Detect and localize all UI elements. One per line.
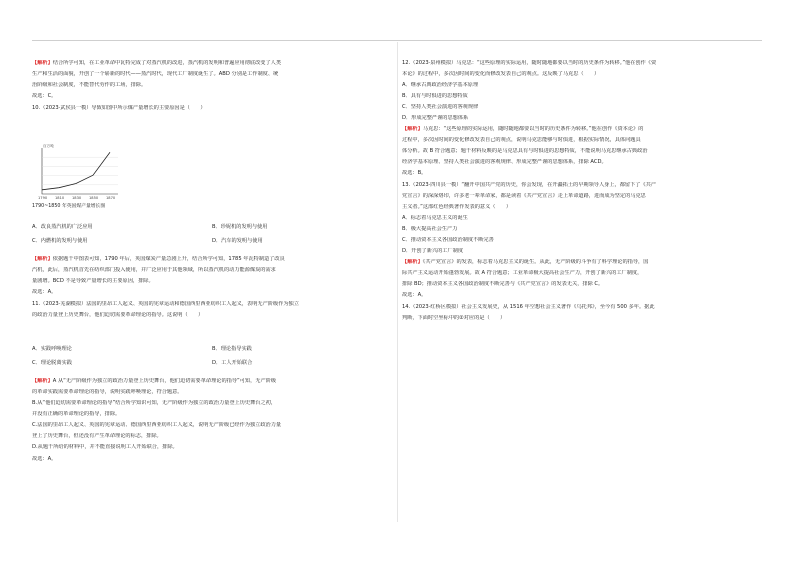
header-rule <box>32 40 762 41</box>
line-text: A．标志着马克思主义的诞生 <box>402 215 468 221</box>
line-text: 并没有正确的革命理论的指导，排除。 <box>32 411 121 417</box>
text-line <box>402 148 762 155</box>
coal-output-chart <box>32 140 124 212</box>
text-line <box>32 82 392 89</box>
line-text: B.从“他们迫切需要革命理论的指导”结合所学知识可知，无产阶级作为独立的政治力量登上历史舞台之初， <box>32 400 277 406</box>
question-number: 10. <box>32 105 41 111</box>
analysis-tag: 【解析】 <box>32 60 53 66</box>
line-text: 故选：A。 <box>32 289 57 295</box>
chart-svg <box>32 140 124 202</box>
option-item: B．理论指导实践 <box>212 346 252 352</box>
line-text: 量剧增。BCD 不是导致产量增长的主要原因，排除。 <box>32 278 154 284</box>
analysis-line <box>32 60 392 67</box>
line-text: 排除 BD；推动资本主义各国政治制度不断完善与《共产党宣言》的发表无关，排除 C。 <box>402 281 604 287</box>
option-item: B．珍妮机的发明与使用 <box>212 224 268 230</box>
text-line <box>402 237 762 244</box>
line-text: 故选：A。 <box>402 292 427 298</box>
line-text: 登上了历史舞台，但还没有产生革命理论的标志，排除。 <box>32 433 162 439</box>
line-text: 《共产党宣言》的发表，标志着马克思主义的诞生。从此，无产阶级的斗争有了科学理论的指导，国 <box>422 259 649 265</box>
question-number: 14. <box>402 304 411 310</box>
line-text: 体分析。故 B 符合题意；题干材料反映的是马克思具有与时俱进的思想特质，不能说明马克思继承古典政治 <box>402 148 648 154</box>
line-text: 判断，下面时空坐标中的②对应的是（ ） <box>402 315 506 321</box>
question-number: 13. <box>402 182 411 188</box>
line-text: D．形成完整严谨的思想体系 <box>402 115 469 121</box>
text-line <box>32 267 392 274</box>
analysis-line <box>32 256 392 263</box>
y-axis-label: 百万吨 <box>43 144 54 148</box>
line-text: 生产和生活的面貌，开创了一个崭新的时代——蒸汽时代，现代工厂制度诞生了。ABD 分别是工作制度、统 <box>32 71 279 77</box>
text-line <box>402 315 762 322</box>
question-number: 11. <box>32 301 41 307</box>
line-text: C．坚持人类社会演进的客观规律 <box>402 104 479 110</box>
chart-axes <box>42 148 118 194</box>
text-line <box>32 312 392 319</box>
text-line <box>32 71 392 78</box>
x-tick-label: 1790 <box>38 196 48 200</box>
line-text: 治阶级和社会制度，不能替代劳作的工场，排除。 <box>32 82 147 88</box>
line-text: （2023·四川县一模）“翻开中国共产党的历史，你会发现，在开疆拓土的早期领导人身上，都留下了《共产 <box>410 182 657 188</box>
text-line <box>402 115 762 122</box>
column-divider <box>397 42 398 522</box>
text-line <box>32 289 392 296</box>
text-line <box>402 170 762 177</box>
text-line <box>402 159 762 166</box>
line-text: 本论》的过程中，多次因时间的变化而修改发表自己的观点。这反映了马克思（ ） <box>402 71 600 77</box>
text-line <box>402 193 762 200</box>
option-item: A．实践呼唤理论 <box>32 346 72 352</box>
analysis-line <box>32 378 392 385</box>
question-line <box>402 182 762 189</box>
option-item: C．理论脱离实践 <box>32 360 72 366</box>
text-line <box>402 270 762 277</box>
text-line <box>402 292 762 299</box>
question-line <box>32 301 392 308</box>
line-text: 马克思：“这些原理的实际运用，随时随地都要以当时的历史条件为转移。”他在创作《资本论》的 <box>422 126 644 132</box>
line-text: B．极大提高社会生产力 <box>402 226 458 232</box>
x-tick-label: 1870 <box>106 196 116 200</box>
text-line <box>402 215 762 222</box>
line-text: 党宣言》的深深烙印，许多老一辈革命家，都是读着《共产党宣言》走上革命道路，进而成为坚定的马克思 <box>402 193 646 199</box>
analysis-tag: 【解析】 <box>32 256 53 262</box>
line-text: 主义者。”这部红色经典著作发表的意义（ ） <box>402 204 512 210</box>
line-text: 的革命实践需要革命理论的指导，说明实践呼唤理论，符合题意。 <box>32 389 183 395</box>
text-line <box>32 389 392 396</box>
text-line <box>32 400 392 407</box>
text-line <box>402 104 762 111</box>
question-line <box>32 105 392 112</box>
answer-line: 故选：A。 <box>32 456 57 462</box>
line-text: 依据题干中图表可知，1790 年后，英国煤炭产量急剧上升，结合所学可知，1785 年瓦特制造了改良 <box>52 256 285 262</box>
analysis-tag: 【解析】 <box>32 378 53 384</box>
text-line <box>402 204 762 211</box>
text-line <box>402 281 762 288</box>
analysis-tag: 【解析】 <box>402 259 423 265</box>
line-text: （2023·红桥区模拟）社会主义发展史，从 1516 年空想社会主义著作《乌托邦》，至今有 500 多年。据此 <box>410 304 655 310</box>
text-line <box>402 226 762 233</box>
analysis-line <box>402 126 762 133</box>
line-text: 故选：B。 <box>402 170 427 176</box>
line-text: 故选：C。 <box>32 93 57 99</box>
question-number: 12. <box>402 60 411 66</box>
line-text: A．继承古典政治经济学基本原理 <box>402 82 479 88</box>
line-text: 经济学基本原理、坚持人类社会演进的客观规律、形成完整严谨的思想体系，排除 ACD。 <box>402 159 607 165</box>
x-tick-label: 1810 <box>55 196 65 200</box>
line-text: A 从“无产阶级作为独立的政治力量登上历史舞台，他们迫切需要革命理论的指导”可知，无产阶级 <box>52 378 277 384</box>
line-text: B．具有与时俱进的思想特质 <box>402 93 468 99</box>
text-line <box>32 444 392 451</box>
text-line <box>402 82 762 89</box>
analysis-line <box>402 259 762 266</box>
line-text: （2023·武侯县一模）导致如图中所示煤产量增长的主要原因是（ ） <box>40 105 206 111</box>
line-text: C.法国的里昂工人起义、英国的宪章运动、德国西里西亚纺织工人起义，说明无产阶级已经作为独立政治力量 <box>32 422 282 428</box>
x-tick-label: 1850 <box>89 196 99 200</box>
text-line <box>32 93 392 100</box>
line-text: 际共产主义运动开始蓬勃发展。故 A 符合题意；工业革命极大提高社会生产力，开创了新兴的工厂制度， <box>402 270 643 276</box>
line-text: （2023·芜湖模拟）法国的里昂工人起义、英国的宪章运动和德国西里西亚纺织工人起义，表明无产阶级作为独立 <box>40 301 299 307</box>
line-text: 过程中，多次因时间的变化修改发表自己的观点，说明马克思能够与时俱进，根据实际情况，具体问题具 <box>402 137 641 143</box>
option-item: D．工人开始联合 <box>212 360 253 366</box>
series-line <box>42 152 110 190</box>
text-line <box>402 248 762 255</box>
text-line <box>402 93 762 100</box>
question-line <box>402 304 762 311</box>
line-text: 汽机，此后，蒸汽机首先在纺织部门投入使用，并广泛应用于其他领域，所以蒸汽机的动力能源煤炭的需求 <box>32 267 276 273</box>
text-line <box>402 71 762 78</box>
line-text: 结合所学可知，在工业革命中瓦特完成了对蒸汽机的改进，蒸汽机的发明和普遍应用彻底改变了人类 <box>52 60 282 66</box>
option-item: A．改良蒸汽机的广泛应用 <box>32 224 93 230</box>
x-tick-label: 1830 <box>72 196 82 200</box>
line-text: C．推动资本主义各国政治制度不断完善 <box>402 237 494 243</box>
option-item: C．内燃机的发明与使用 <box>32 238 88 244</box>
line-text: D．开创了新兴的工厂制度 <box>402 248 464 254</box>
line-text: D.从题干所给的材料中，并不能直接说明工人开始联合，排除。 <box>32 444 178 450</box>
analysis-tag: 【解析】 <box>402 126 423 132</box>
text-line <box>32 422 392 429</box>
chart-caption: 1790~1850 年英国煤产量增长图 <box>32 204 106 209</box>
question-line <box>402 60 762 67</box>
text-line <box>32 278 392 285</box>
option-item: D．汽车的发明与使用 <box>212 238 263 244</box>
text-line <box>402 137 762 144</box>
text-line <box>32 433 392 440</box>
text-line <box>32 411 392 418</box>
line-text: （2023·泉州模拟）马克思：“这些原理的实际运用，随时随地都要以当时的历史条件为转移。”他在创作《资 <box>410 60 657 66</box>
line-text: 的政治力量登上历史舞台，他们迫切需要革命理论的指导。这说明（ ） <box>32 312 204 318</box>
